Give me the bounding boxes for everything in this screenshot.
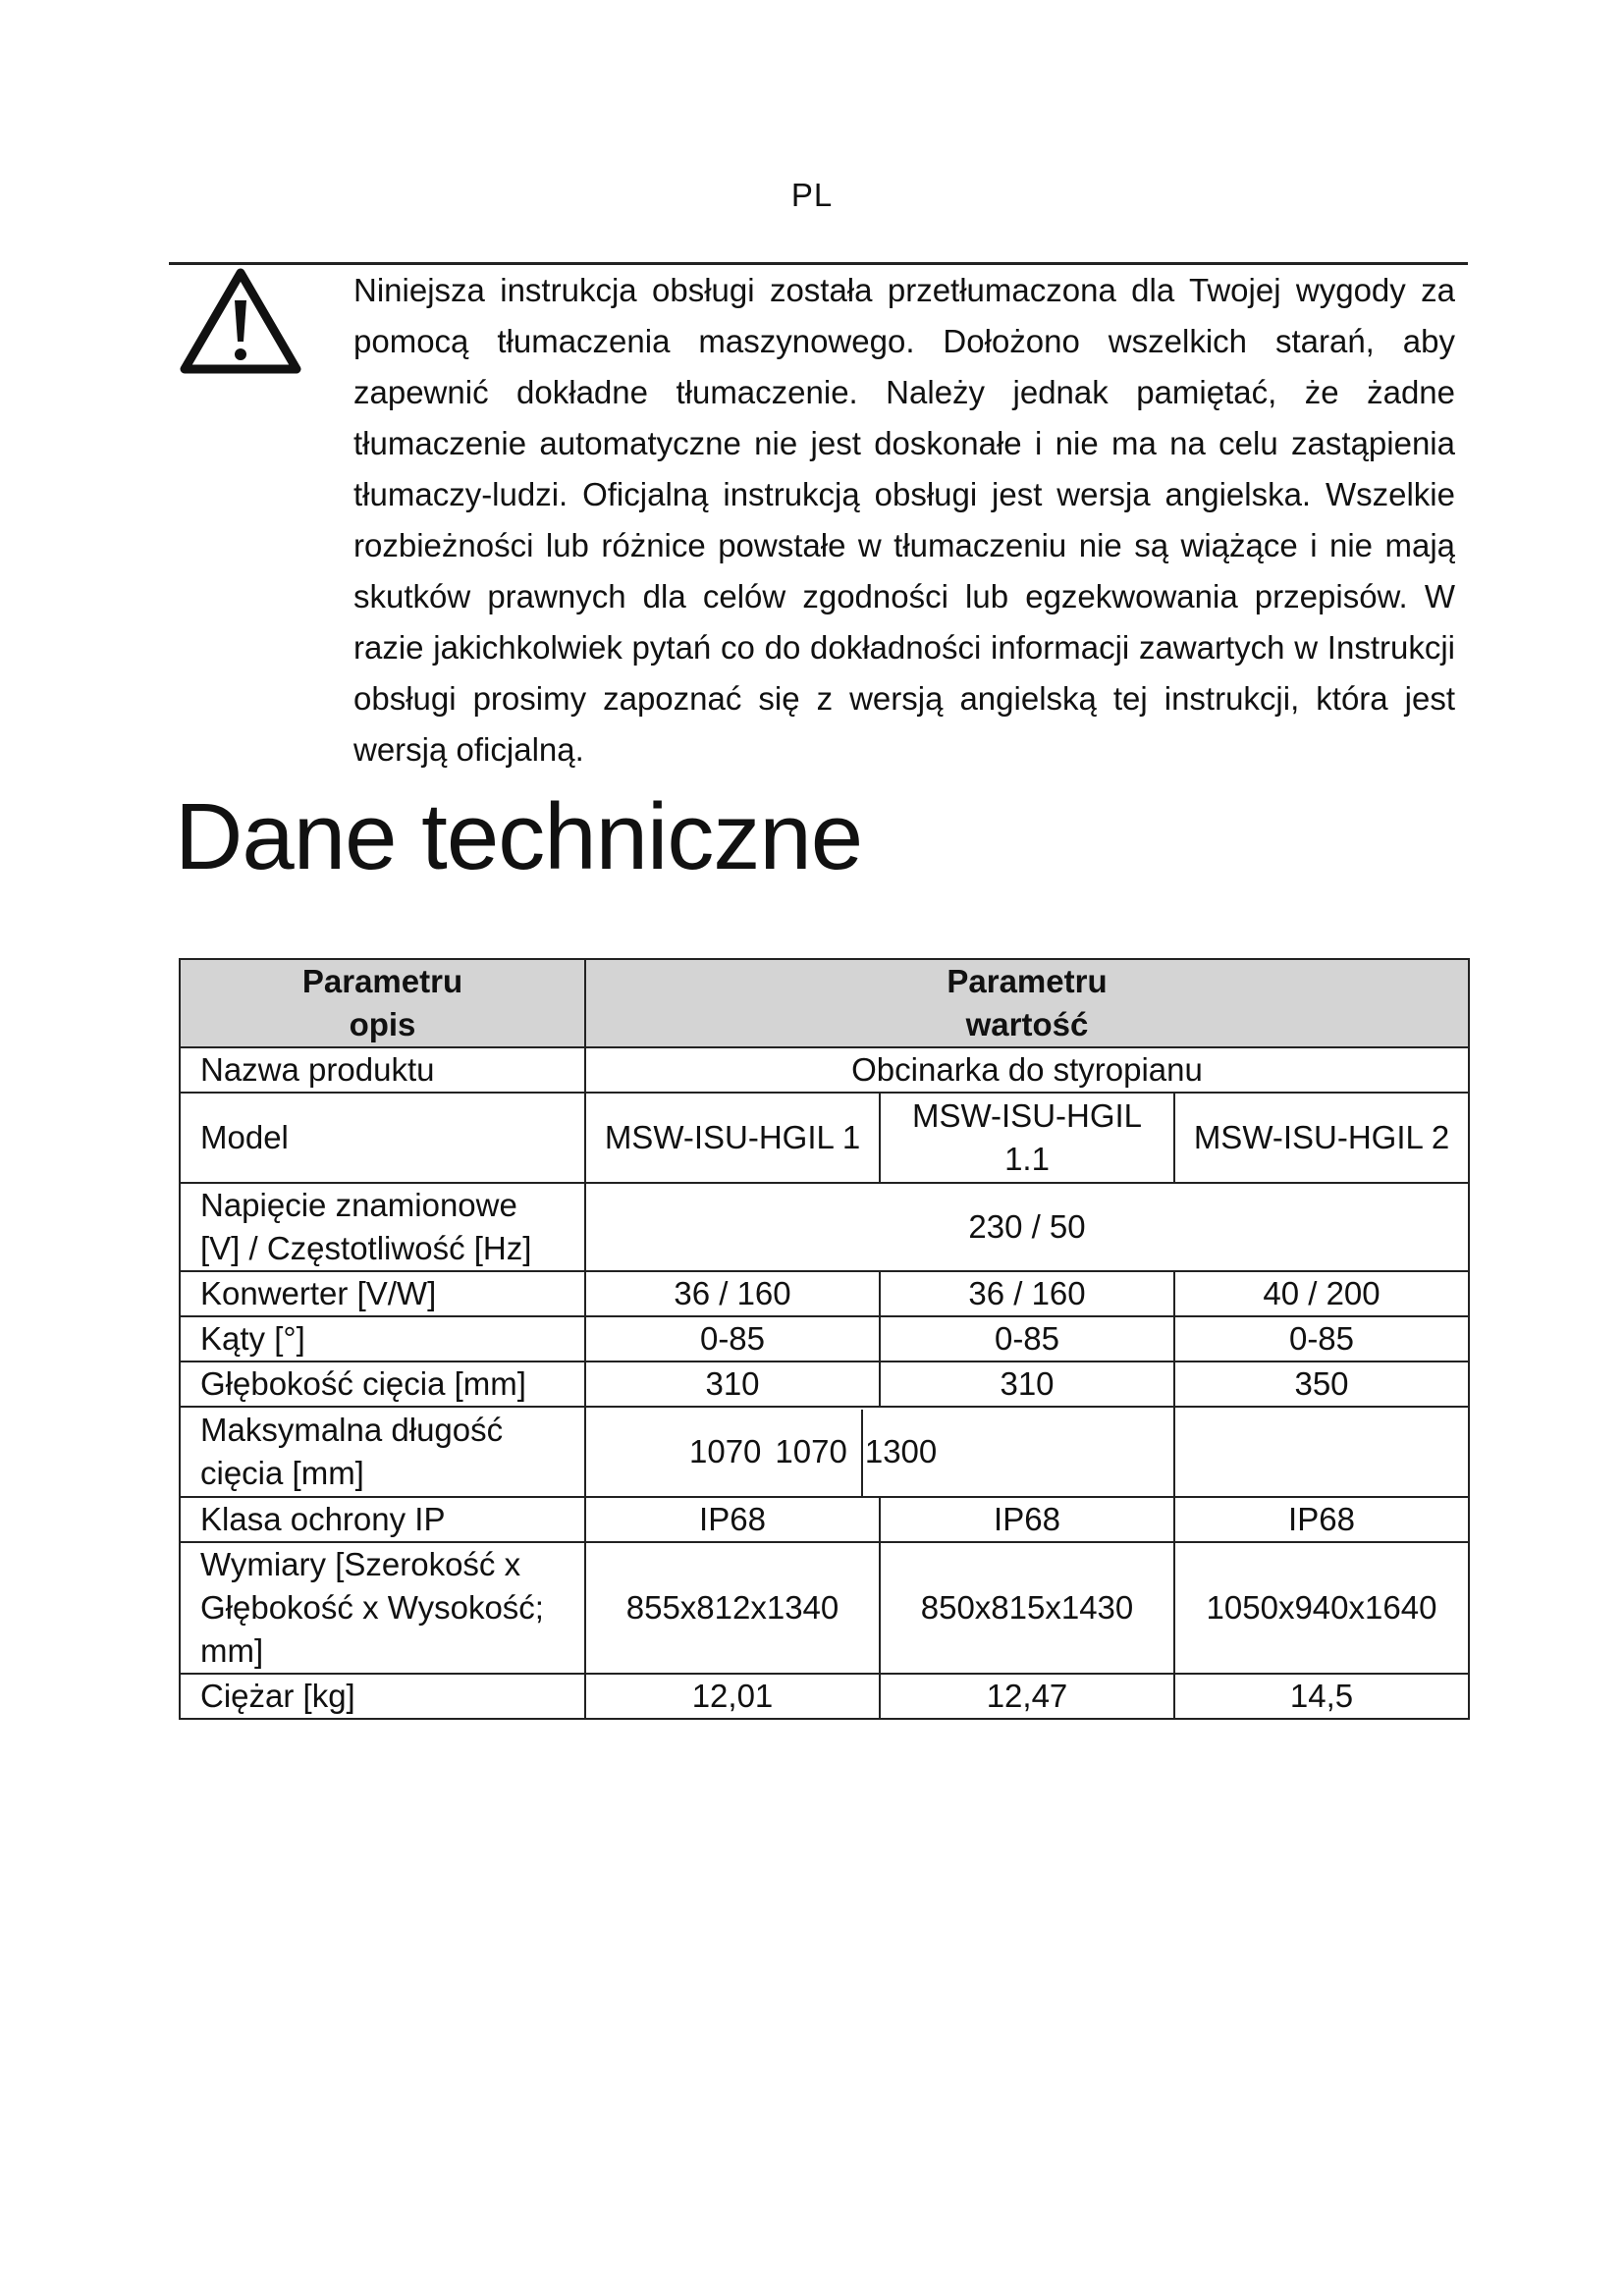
voltage-value: 230 / 50 [585, 1183, 1469, 1271]
row-label: Wymiary [Szerokość x Głębokość x Wysokość; mm] [180, 1542, 585, 1674]
depth-cell: 350 [1174, 1362, 1469, 1407]
table-row [180, 1674, 1469, 1719]
translation-notice [353, 265, 1455, 775]
ip-cell: IP68 [880, 1497, 1174, 1542]
table-row [180, 1316, 1469, 1362]
depth-cell: 310 [880, 1362, 1174, 1407]
max-length-value: 1300 [864, 1433, 938, 1469]
weight-cell: 12,47 [880, 1674, 1174, 1719]
converter-cell: 36 / 160 [880, 1271, 1174, 1316]
ip-cell: IP68 [585, 1497, 880, 1542]
angle-cell: 0-85 [880, 1316, 1174, 1362]
row-label: Napięcie znamionowe [V] / Częstotliwość [Hz] [180, 1183, 585, 1271]
table-row [180, 1407, 1469, 1497]
converter-cell: 40 / 200 [1174, 1271, 1469, 1316]
depth-cell: 310 [585, 1362, 880, 1407]
ip-cell: IP68 [1174, 1497, 1469, 1542]
row-label: Konwerter [V/W] [180, 1271, 585, 1316]
row-label: Nazwa produktu [180, 1047, 585, 1093]
notice-text: Niniejsza instrukcja obsługi została przetłumaczona dla Twojej wygody za pomocą tłumaczenia maszynowego. Dołożono wszelkich starań, aby zapewnić dokładne tłumaczenie. Należy jednak pamiętać, że żadne tłumaczenie automatyczne nie jest doskonałe i nie ma na celu zastąpienia tłumaczy-ludzi. Oficjalną instrukcją obsługi jest wersja angielska. Wszelkie rozbieżności lub różnice powstałe w tłumaczeniu nie są wiążące i nie mają skutków prawnych dla celów zgodności lub egzekwowania przepisów. W razie jakichkolwiek pytań co do dokładności informacji zawartych w Instrukcji obsługi prosimy zapoznać się z wersją angielską tej instrukcji, która jest wersją oficjalną. [353, 272, 1455, 768]
converter-cell: 36 / 160 [585, 1271, 880, 1316]
row-label: Klasa ochrony IP [180, 1497, 585, 1542]
table-row [180, 1093, 1469, 1183]
dimensions-cell: 855x812x1340 [585, 1542, 880, 1674]
cell-divider [861, 1410, 863, 1498]
max-length-value: 1070 [689, 1433, 762, 1469]
page-language-header: PL [790, 177, 834, 213]
angle-cell: 0-85 [585, 1316, 880, 1362]
header-param-value: Parametru wartość [585, 959, 1469, 1047]
table-row [180, 1362, 1469, 1407]
weight-cell: 14,5 [1174, 1674, 1469, 1719]
page-title: Dane techniczne [175, 784, 863, 889]
row-label: Głębokość cięcia [mm] [180, 1362, 585, 1407]
max-length-values [585, 1407, 1174, 1497]
product-name-value: Obcinarka do styropianu [585, 1047, 1469, 1093]
model-cell: MSW-ISU-HGIL 2 [1174, 1093, 1469, 1183]
row-label: Ciężar [kg] [180, 1674, 585, 1719]
max-length-value: 1070 [775, 1433, 847, 1469]
table-row [180, 1271, 1469, 1316]
warning-icon [179, 267, 302, 375]
empty-cell [1174, 1407, 1469, 1497]
table-row [180, 1183, 1469, 1271]
table-row [180, 1047, 1469, 1093]
header-param-description: Parametru opis [180, 959, 585, 1047]
technical-data-table [179, 958, 1470, 1720]
dimensions-cell: 1050x940x1640 [1174, 1542, 1469, 1674]
row-label: Kąty [°] [180, 1316, 585, 1362]
angle-cell: 0-85 [1174, 1316, 1469, 1362]
model-cell: MSW-ISU-HGIL 1.1 [880, 1093, 1174, 1183]
table-row [180, 1542, 1469, 1674]
dimensions-cell: 850x815x1430 [880, 1542, 1174, 1674]
weight-cell: 12,01 [585, 1674, 880, 1719]
row-label: Maksymalna długość cięcia [mm] [180, 1407, 585, 1497]
table-row [180, 1497, 1469, 1542]
model-cell: MSW-ISU-HGIL 1 [585, 1093, 880, 1183]
table-header-row [180, 959, 1469, 1047]
row-label: Model [180, 1093, 585, 1183]
